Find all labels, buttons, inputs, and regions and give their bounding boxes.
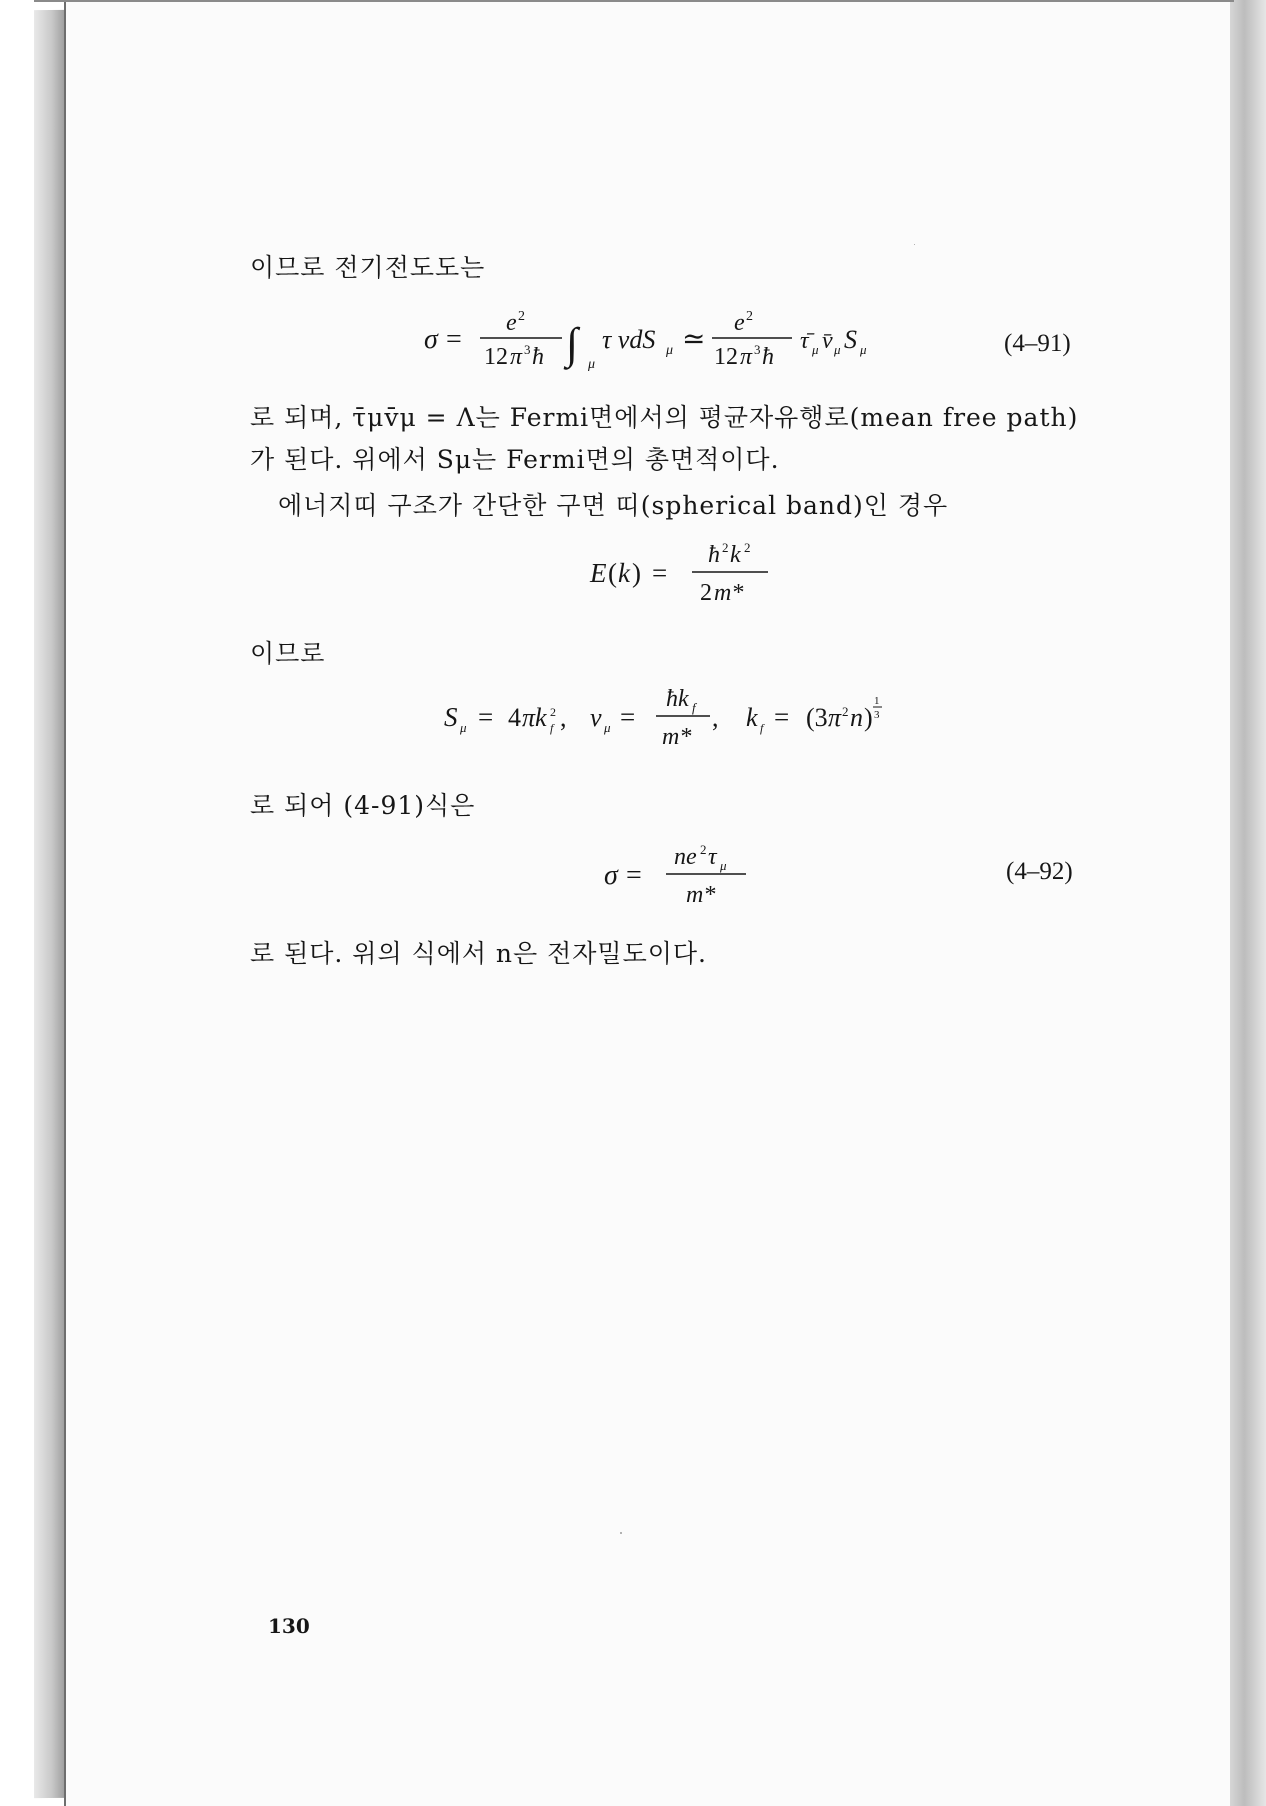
svg-text:3: 3: [524, 342, 531, 357]
svg-text:f: f: [550, 721, 554, 735]
svg-text:2: 2: [550, 705, 556, 719]
equation-4-91: [420, 300, 940, 380]
svg-text:πk: πk: [522, 703, 547, 732]
svg-text:μ: μ: [604, 720, 611, 735]
svg-text:4: 4: [508, 703, 521, 732]
page-stack-left-edge: [34, 10, 66, 1798]
svg-text:2: 2: [744, 540, 751, 555]
text-line-conductivity-intro: 이므로 전기전도도는: [250, 253, 486, 282]
svg-text:n: n: [850, 703, 863, 732]
text-line-becomes-4-91: 로 되어 (4-91)식은: [250, 791, 476, 820]
svg-text:=: =: [478, 702, 494, 732]
scan-speck: [914, 244, 915, 245]
svg-text:1: 1: [874, 695, 880, 707]
svg-text:π: π: [510, 344, 523, 370]
svg-text:2: 2: [518, 309, 525, 324]
svg-text:S: S: [844, 325, 857, 354]
svg-text:): ): [864, 703, 873, 732]
svg-text:S: S: [444, 702, 458, 732]
svg-text:≃: ≃: [682, 324, 706, 355]
scan-speck: [620, 1532, 622, 1534]
equation-energy: [588, 536, 788, 614]
svg-text:μ: μ: [720, 858, 727, 873]
page-top-border: [34, 0, 1234, 2]
svg-text:,: ,: [712, 703, 719, 732]
page-number: 130: [268, 1614, 310, 1638]
svg-text:3: 3: [754, 342, 761, 357]
svg-text:12: 12: [714, 344, 738, 370]
svg-text:ħ: ħ: [762, 344, 774, 370]
svg-text:ħ: ħ: [532, 344, 544, 370]
svg-text:2: 2: [700, 580, 712, 606]
svg-text:π: π: [828, 703, 842, 732]
svg-text:k: k: [746, 703, 758, 732]
equation-4-92: [600, 836, 760, 916]
svg-text:,: ,: [560, 703, 567, 732]
svg-text:2: 2: [722, 540, 729, 555]
svg-text:μ: μ: [588, 357, 596, 372]
svg-text:=: =: [446, 324, 462, 355]
equation-energy-render: [588, 536, 788, 614]
svg-text:f: f: [760, 721, 764, 735]
page-shadow-right-edge: [1230, 0, 1266, 1806]
svg-text:f: f: [692, 700, 696, 715]
svg-text:(: (: [608, 558, 617, 588]
svg-text:τ: τ: [708, 844, 717, 870]
svg-text:2: 2: [746, 309, 753, 324]
svg-text:τ vdS: τ vdS: [602, 325, 656, 354]
svg-text:3: 3: [874, 709, 880, 721]
svg-text:σ: σ: [424, 324, 438, 355]
svg-text:k: k: [618, 558, 630, 588]
svg-text:E: E: [590, 558, 607, 588]
svg-text:=: =: [774, 702, 790, 732]
svg-text:2: 2: [842, 704, 849, 719]
svg-text:k: k: [730, 542, 741, 568]
svg-text:μ: μ: [834, 342, 841, 357]
svg-text:): ): [632, 558, 641, 588]
svg-text:μ: μ: [812, 342, 819, 357]
equation-4-92-render: [600, 836, 760, 916]
svg-text:μ: μ: [460, 720, 467, 735]
text-line-spherical-band: 에너지띠 구조가 간단한 구면 띠(spherical band)인 경우: [278, 491, 949, 520]
equation-number-4-91: (4–91): [1004, 330, 1071, 357]
svg-text:m*: m*: [662, 724, 692, 750]
equation-4-91-render: [420, 300, 940, 380]
svg-text:μ: μ: [860, 342, 867, 357]
svg-text:μ: μ: [666, 343, 674, 358]
text-line-mean-free-path: 로 되며, τ̄μv̄μ = Λ는 Fermi면에서의 평균자유행로(mean free path): [250, 403, 1079, 432]
svg-text:ħk: ħk: [666, 686, 689, 712]
equation-number-4-92: (4–92): [1006, 858, 1073, 885]
svg-text:v: v: [590, 703, 602, 732]
text-line-therefore: 이므로: [250, 639, 326, 668]
svg-text:∫: ∫: [566, 319, 579, 368]
svg-text:v̄: v̄: [822, 328, 833, 354]
page-spine-line: [64, 2, 66, 1806]
svg-text:12: 12: [484, 344, 508, 370]
svg-text:e: e: [506, 310, 517, 336]
svg-text:ne: ne: [674, 844, 697, 870]
equation-surface-render: [440, 680, 920, 760]
text-line-electron-density: 로 된다. 위의 식에서 n은 전자밀도이다.: [250, 939, 707, 968]
svg-text:2: 2: [700, 842, 707, 857]
svg-text:σ: σ: [604, 860, 618, 891]
svg-text:(3: (3: [806, 703, 828, 732]
svg-text:m*: m*: [686, 882, 716, 908]
svg-text:m*: m*: [714, 580, 744, 606]
equation-surface: [440, 680, 920, 760]
svg-text:ħ: ħ: [708, 542, 720, 568]
svg-text:e: e: [734, 310, 745, 336]
svg-text:=: =: [626, 860, 642, 891]
svg-text:=: =: [620, 702, 636, 732]
svg-text:τ̄: τ̄: [800, 328, 809, 354]
svg-text:π: π: [740, 344, 753, 370]
svg-text:=: =: [652, 558, 668, 588]
text-line-fermi-surface-area: 가 된다. 위에서 Sμ는 Fermi면의 총면적이다.: [250, 445, 780, 474]
